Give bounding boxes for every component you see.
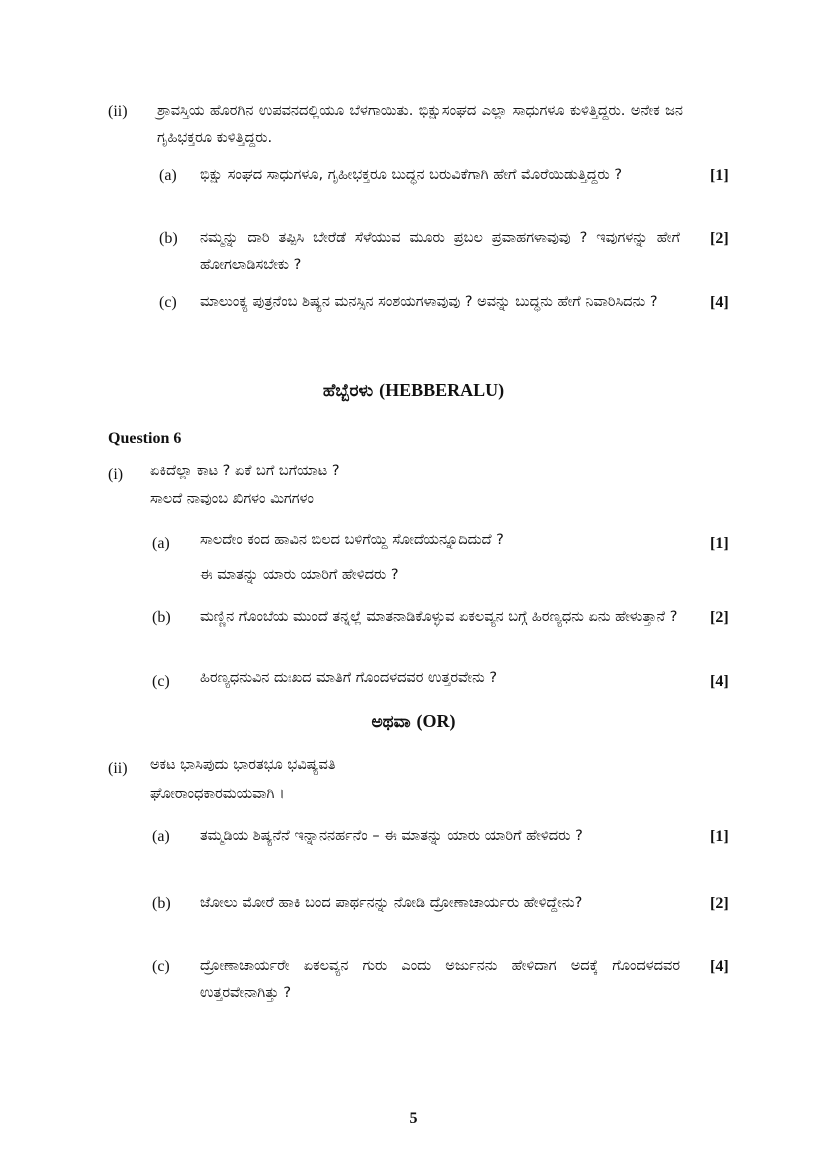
question-a-text: ಭಿಕ್ಷು ಸಂಘದ ಸಾಧುಗಳೂ, ಗೃಹೀಭಕ್ತರೂ ಬುದ್ಧನ ಬರುವಿಕೆಗಾಗಿ ಹೇಗೆ ಮೊರೆಯಿಡುತ್ತಿದ್ದರು ? bbox=[200, 167, 623, 183]
part-ii-question-a-label: (a) bbox=[152, 828, 170, 845]
part-i-question-b-text: ಮಣ್ಣಿನ ಗೊಂಬೆಯ ಮುಂದೆ ತನ್ನಲ್ಲೆ ಮಾತನಾಡಿಕೊಳ್ಳುವ ಏಕಲವ್ಯನ ಬಗ್ಗೆ ಹಿರಣ್ಯಧನು ಏನು ಹೇಳುತ್ತಾನೆ ? bbox=[200, 609, 678, 625]
question-a-label: (a) bbox=[159, 167, 177, 184]
question-b-text: ನಮ್ಮನ್ನು ದಾರಿ ತಪ್ಪಿಸಿ ಬೇರೆಡೆ ಸೆಳೆಯುವ ಮೂರು ಪ್ರಬಲ ಪ್ರವಾಹಗಳಾವುವು ? ಇವುಗಳನ್ನು ಹೇಗೆ ಹೋಗಲಾಡಿಸಬೇಕು ? bbox=[200, 230, 680, 273]
or-heading bbox=[0, 711, 827, 732]
part-ii-question-c-marks: [4] bbox=[710, 958, 729, 975]
part-ii-b-line-2: ಘೋರಾಂಧಕಾರಮಯವಾಗಿ । bbox=[150, 786, 285, 802]
part-ii-b-line-1: ಅಕಟ ಭಾಸಿಪುದು ಭಾರತಭೂ ಭವಿಷ್ಯವತಿ bbox=[150, 757, 336, 773]
part-ii-question-c-label: (c) bbox=[152, 958, 170, 975]
question-title: Question 6 bbox=[108, 430, 182, 447]
question-a-marks: [1] bbox=[710, 167, 729, 184]
section-heading-english: (HEBBERALU) bbox=[379, 380, 505, 400]
part-ii-question-b-label: (b) bbox=[152, 895, 171, 912]
or-heading-kannada: ಅಥವಾ bbox=[371, 712, 411, 732]
part-ii-question-b-marks: [2] bbox=[710, 895, 729, 912]
part-ii-label: (ii) bbox=[108, 103, 128, 120]
question-c-label: (c) bbox=[159, 294, 177, 311]
part-ii-question-c-text: ದ್ರೋಣಾಚಾರ್ಯರೇ ಏಕಲವ್ಯನ ಗುರು ಎಂದು ಅರ್ಜುನನು ಹೇಳಿದಾಗ ಅದಕ್ಕೆ ಗೊಂದಳದವರ ಉತ್ತರವೇನಾಗಿತ್ತು ? bbox=[200, 958, 680, 1001]
question-b-marks: [2] bbox=[710, 230, 729, 247]
part-ii-b-label: (ii) bbox=[108, 760, 128, 777]
part-i-question-a-marks: [1] bbox=[710, 535, 729, 552]
question-c-marks: [4] bbox=[710, 294, 729, 311]
part-i-line-1: ಏಕಿದೆಲ್ಲಾ ಕಾಟ ? ಏಕೆ ಬಗೆ ಬಗೆಯಾಟ ? bbox=[150, 463, 340, 479]
page-number: 5 bbox=[409, 1110, 418, 1127]
part-i-question-c-text: ಹಿರಣ್ಯಧನುವಿನ ದುಃಖದ ಮಾತಿಗೆ ಗೊಂದಳದವರ ಉತ್ತರವೇನು ? bbox=[200, 670, 498, 686]
part-ii-question-a-text: ತಮ್ಮಡಿಯ ಶಿಷ್ಯನೆನೆ ಇನ್ನಾನನರ್ಹನೆಂ – ಈ ಮಾತನ್ನು ಯಾರು ಯಾರಿಗೆ ಹೇಳಿದರು ? bbox=[200, 828, 583, 844]
part-i-question-a-label: (a) bbox=[152, 535, 170, 552]
section-heading bbox=[0, 380, 827, 401]
part-ii-question-b-text: ಜೋಲು ಮೋರೆ ಹಾಕಿ ಬಂದ ಪಾರ್ಥನನ್ನು ನೋಡಿ ದ್ರೋಣಾಚಾರ್ಯರು ಹೇಳಿದ್ದೇನು? bbox=[200, 895, 583, 911]
part-i-question-a-text: ಸಾಲದೇಂ ಕಂದ ಹಾವಿನ ಬಿಲದ ಬಳಿಗೆಯ್ದಿ ಸೋದೆಯನ್ನೂದಿದುದೆ ? bbox=[200, 532, 504, 548]
part-i-question-c-marks: [4] bbox=[710, 673, 729, 690]
question-b-label: (b) bbox=[159, 230, 178, 247]
part-i-question-b-marks: [2] bbox=[710, 609, 729, 626]
or-heading-english: (OR) bbox=[416, 711, 456, 731]
part-i-line-2: ಸಾಲದೆ ನಾವುಂಬ ಖಿಗಳಂ ಮಿಗಗಳಂ bbox=[150, 491, 314, 507]
passage-text: ಶ್ರಾವಸ್ತಿಯ ಹೊರಗಿನ ಉಪವನದಲ್ಲಿಯೂ ಬೆಳಗಾಯಿತು. ಭಿಕ್ಷುಸಂಘದ ಎಲ್ಲಾ ಸಾಧುಗಳೂ ಕುಳಿತ್ತಿದ್ದರು. ಅನೇಕ ಜನ ಗೃಹಿಭಕ್ತರೂ ಕುಳಿತ್ತಿದ್ದರು. bbox=[157, 103, 683, 146]
part-i-question-c-label: (c) bbox=[152, 673, 170, 690]
part-ii-question-a-marks: [1] bbox=[710, 828, 729, 845]
part-i-question-b-label: (b) bbox=[152, 609, 171, 626]
part-i-label: (i) bbox=[108, 466, 124, 483]
part-i-question-a-text-2: ಈ ಮಾತನ್ನು ಯಾರು ಯಾರಿಗೆ ಹೇಳಿದರು ? bbox=[200, 567, 399, 583]
section-heading-kannada: ಹೆಬ್ಬೆರಳು bbox=[322, 381, 374, 401]
question-c-text: ಮಾಲುಂಕ್ಯ ಪುತ್ರನೆಂಬ ಶಿಷ್ಯನ ಮನಸ್ಸಿನ ಸಂಶಯಗಳಾವುವು ? ಅವನ್ನು ಬುದ್ಧನು ಹೇಗೆ ನಿವಾರಿಸಿದನು ? bbox=[200, 294, 658, 310]
